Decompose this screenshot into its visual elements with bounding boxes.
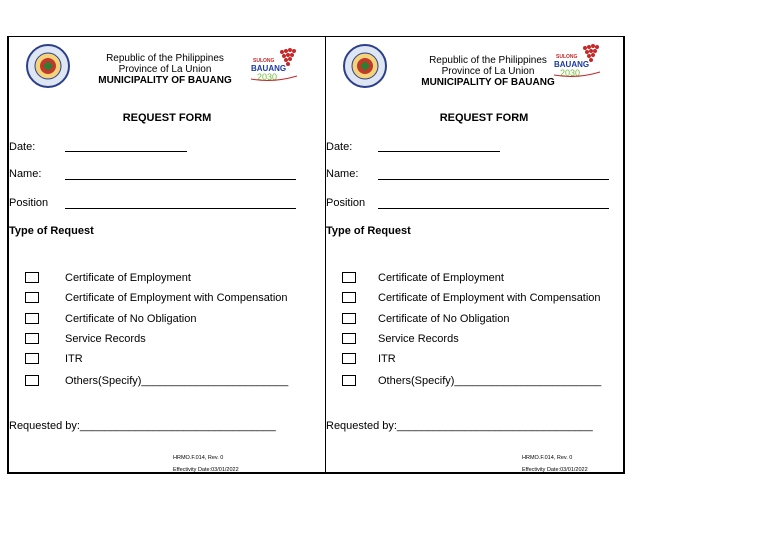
position-field[interactable] bbox=[378, 208, 609, 209]
brand-bauang: BAUANG bbox=[554, 60, 590, 69]
option-label: Service Records bbox=[378, 333, 459, 345]
option-certificate-with-compensation bbox=[9, 292, 325, 308]
type-of-request-label: Type of Request bbox=[326, 225, 411, 237]
form-title: REQUEST FORM bbox=[122, 112, 212, 124]
option-others bbox=[9, 375, 325, 391]
form-title: REQUEST FORM bbox=[439, 112, 529, 124]
option-certificate-of-employment bbox=[326, 272, 642, 288]
checkbox[interactable] bbox=[342, 272, 356, 283]
brand-year: 2030 bbox=[257, 72, 278, 82]
option-label: ITR bbox=[65, 353, 83, 365]
brand-bauang: BAUANG bbox=[251, 64, 287, 73]
brand-year: 2030 bbox=[560, 68, 581, 78]
option-itr bbox=[9, 353, 325, 369]
header-municipality: MUNICIPALITY OF BAUANG bbox=[98, 75, 232, 86]
swoosh-icon bbox=[552, 71, 602, 79]
option-service-records bbox=[9, 333, 325, 349]
name-field[interactable] bbox=[378, 179, 609, 180]
request-form-right bbox=[326, 37, 642, 472]
header-republic: Republic of the Philippines bbox=[429, 55, 547, 66]
checkbox[interactable] bbox=[342, 313, 356, 324]
footer-effectivity-date: Effectivity Date:03/01/2022 bbox=[522, 467, 588, 473]
request-form-sheet bbox=[7, 36, 625, 474]
header-province: Province of La Union bbox=[441, 66, 535, 77]
checkbox[interactable] bbox=[25, 375, 39, 386]
position-field[interactable] bbox=[65, 208, 296, 209]
municipal-seal-icon bbox=[25, 43, 71, 89]
footer-code: HRMO.F.014, Rev. 0 bbox=[522, 455, 573, 461]
option-others bbox=[326, 375, 642, 391]
option-label: Service Records bbox=[65, 333, 146, 345]
name-field[interactable] bbox=[65, 179, 296, 180]
swoosh-icon bbox=[249, 75, 299, 83]
header-text bbox=[408, 55, 568, 88]
option-certificate-of-employment bbox=[9, 272, 325, 288]
header-republic: Republic of the Philippines bbox=[106, 53, 224, 64]
option-itr bbox=[326, 353, 642, 369]
request-form-left bbox=[9, 37, 325, 472]
checkbox[interactable] bbox=[342, 292, 356, 303]
checkbox[interactable] bbox=[342, 353, 356, 364]
option-label: Certificate of Employment bbox=[378, 272, 504, 284]
option-label: Certificate of Employment with Compensation bbox=[378, 292, 601, 304]
name-label: Name: bbox=[9, 168, 42, 180]
type-of-request-label: Type of Request bbox=[9, 225, 94, 237]
footer-effectivity-date: Effectivity Date:03/01/2022 bbox=[173, 467, 239, 473]
option-label: Others(Specify)________________________ bbox=[378, 375, 602, 387]
checkbox[interactable] bbox=[25, 333, 39, 344]
option-certificate-no-obligation bbox=[9, 313, 325, 329]
checkbox[interactable] bbox=[25, 313, 39, 324]
date-label: Date: bbox=[9, 141, 36, 153]
option-label: Certificate of Employment with Compensation bbox=[65, 292, 288, 304]
option-service-records bbox=[326, 333, 642, 349]
date-field[interactable] bbox=[65, 151, 187, 152]
option-label: Certificate of No Obligation bbox=[378, 313, 510, 325]
sulong-bauang-logo bbox=[552, 41, 604, 79]
brand-sulong: SULONG bbox=[556, 54, 578, 60]
checkbox[interactable] bbox=[25, 292, 39, 303]
option-certificate-with-compensation bbox=[326, 292, 642, 308]
municipal-seal-icon bbox=[342, 43, 388, 89]
option-certificate-no-obligation bbox=[326, 313, 642, 329]
date-field[interactable] bbox=[378, 151, 500, 152]
header-municipality: MUNICIPALITY OF BAUANG bbox=[421, 77, 555, 88]
name-label: Name: bbox=[326, 168, 359, 180]
header-text bbox=[85, 53, 245, 86]
position-label: Position bbox=[9, 197, 49, 209]
checkbox[interactable] bbox=[342, 375, 356, 386]
date-label: Date: bbox=[326, 141, 353, 153]
option-label: Others(Specify)________________________ bbox=[65, 375, 289, 387]
sulong-bauang-logo bbox=[249, 45, 301, 83]
option-label: Certificate of Employment bbox=[65, 272, 191, 284]
option-label: Certificate of No Obligation bbox=[65, 313, 197, 325]
footer-code: HRMO.F.014, Rev. 0 bbox=[173, 455, 224, 461]
brand-sulong: SULONG bbox=[253, 58, 275, 64]
requested-by[interactable]: Requested by:________________________________ bbox=[9, 420, 276, 432]
position-label: Position bbox=[326, 197, 366, 209]
checkbox[interactable] bbox=[342, 333, 356, 344]
checkbox[interactable] bbox=[25, 272, 39, 283]
option-label: ITR bbox=[378, 353, 396, 365]
requested-by[interactable]: Requested by:________________________________ bbox=[326, 420, 593, 432]
header-province: Province of La Union bbox=[118, 64, 212, 75]
checkbox[interactable] bbox=[25, 353, 39, 364]
